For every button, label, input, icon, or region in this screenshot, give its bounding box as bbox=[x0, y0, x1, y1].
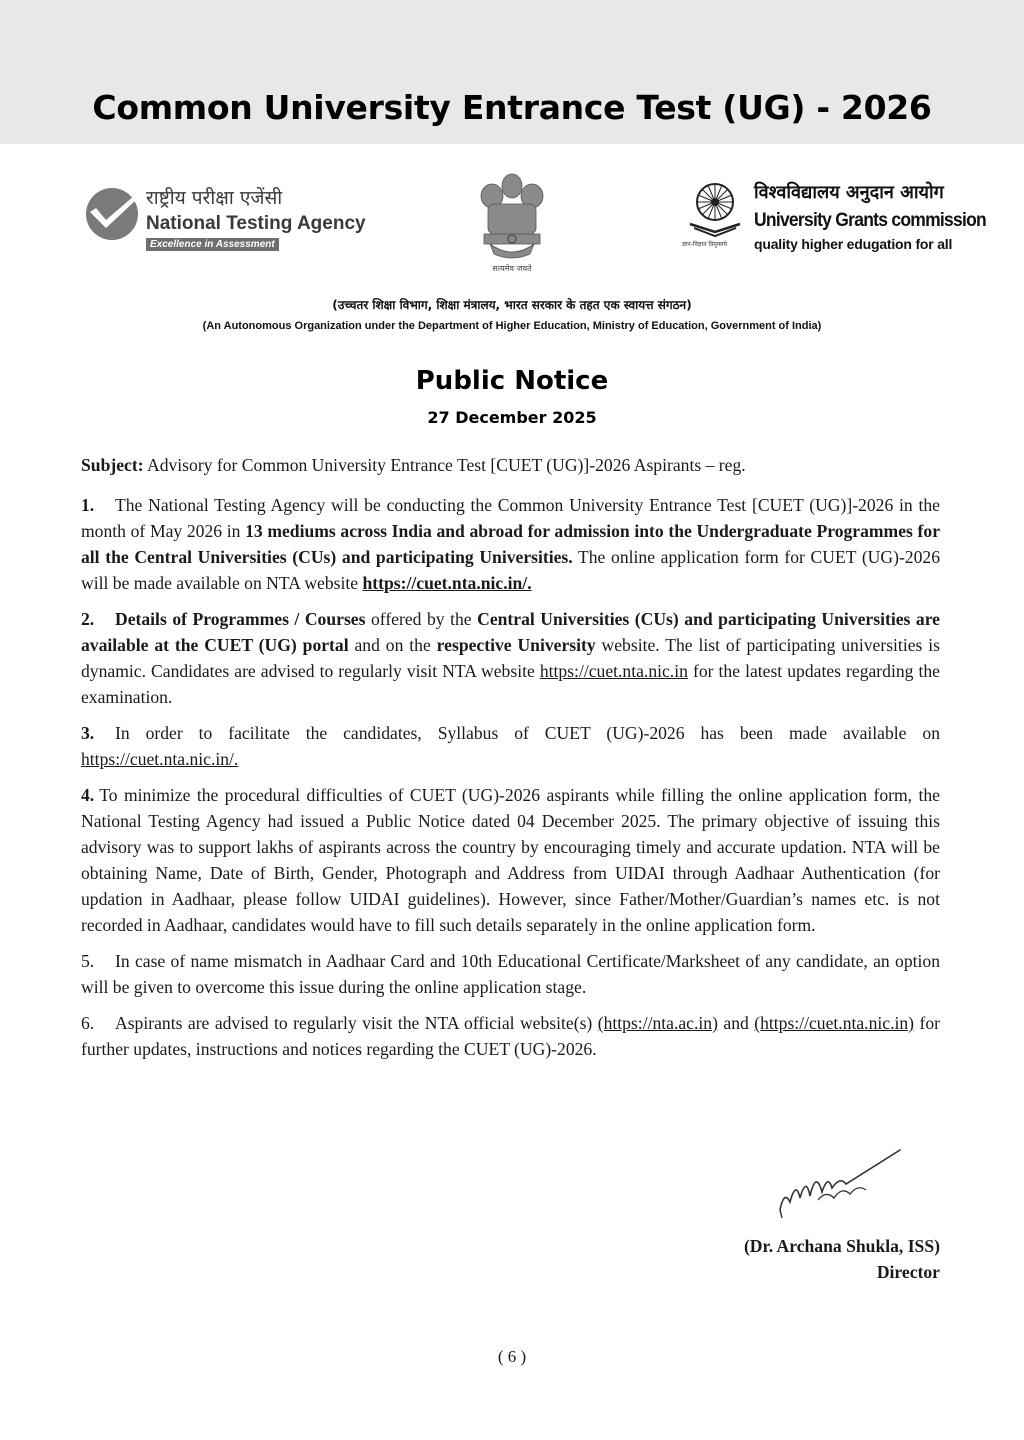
paragraph-5 bbox=[81, 948, 940, 1000]
notice-title: Public Notice bbox=[415, 366, 609, 396]
paragraph-text: The online application form for CUET (UG)-2026 will be made available on NTA website bbox=[81, 547, 940, 593]
paragraph-bold-text: Details of Programmes / Courses bbox=[115, 609, 366, 629]
paragraph-text: Aspirants are advised to regularly visit the NTA official website(s) bbox=[115, 1013, 598, 1033]
paragraph-4 bbox=[81, 782, 940, 938]
paragraph-1 bbox=[81, 492, 940, 596]
paragraph-text: website. The list of participating universities is dynamic. Candidates are advised to regularly visit NTA website bbox=[81, 635, 940, 681]
paragraph-text: In order to facilitate the candidates, Syllabus of CUET (UG)-2026 has been made available on bbox=[115, 723, 940, 743]
organization-hindi: (उच्चतर शिक्षा विभाग, शिक्षा मंत्रालय, भारत सरकार के तहत एक स्वायत्त संगठन) bbox=[332, 298, 692, 312]
paragraph-text: offered by the bbox=[365, 609, 478, 629]
paragraph-6 bbox=[81, 1010, 940, 1062]
paragraph-bold-text: respective University bbox=[436, 635, 596, 655]
paragraph-text: and bbox=[717, 1013, 755, 1033]
nta-website-link[interactable]: (https://nta.ac.in) bbox=[597, 1013, 718, 1033]
nta-name-english: National Testing Agency bbox=[146, 213, 366, 234]
nta-logo bbox=[86, 186, 376, 256]
nta-tagline: Excellence in Assessment bbox=[146, 238, 279, 251]
lion-capital-icon bbox=[470, 170, 554, 262]
paragraph-bold-text: Central Universities (CUs) and participating Universities are available at the CUET (UG) portal bbox=[81, 609, 940, 655]
paragraph-text: for the latest updates regarding the examination. bbox=[81, 661, 940, 707]
paragraph-text: To minimize the procedural difficulties of CUET (UG)-2026 aspirants while filling the online application form, the National Testing Agency had issued a Public Notice dated 04 December 2025. The primary objective of issuing this advisory was to support lakhs of aspirants across the country by encouraging timely and accurate updation. NTA will be obtaining Name, Date of Birth, Gender, Photograph and Address from UIDAI through Aadhaar Authentication (for updation in Aadhaar, please follow UIDAI guidelines). However, since Father/Mother/Guardian’s names etc. is not recorded in Aadhaar, candidates would have to fill such details separately in the online application form. bbox=[81, 785, 940, 935]
ugc-name-hindi: विश्वविद्यालय अनुदान आयोग bbox=[754, 182, 944, 203]
syllabus-link[interactable]: https://cuet.nta.nic.in/. bbox=[81, 749, 239, 769]
paragraph-text: In case of name mismatch in Aadhaar Card and 10th Educational Certificate/Marksheet of any candidate, an option will be given to overcome this issue during the online application stage. bbox=[81, 951, 940, 997]
emblem-motto: सत्यमेव जयते bbox=[492, 264, 532, 273]
signatory-name: (Dr. Archana Shukla, ISS) bbox=[743, 1236, 940, 1256]
ugc-name-english: University Grants commission bbox=[754, 210, 986, 231]
signatory-designation: Director bbox=[876, 1262, 940, 1282]
paragraph-text: for further updates, instructions and notices regarding the CUET (UG)-2026. bbox=[81, 1013, 940, 1059]
paragraph-number: 6. bbox=[81, 1013, 95, 1033]
paragraph-3 bbox=[81, 720, 940, 772]
paragraph-number: 1. bbox=[81, 495, 95, 515]
ugc-chakra-icon bbox=[686, 180, 744, 238]
cuet-website-link[interactable]: https://cuet.nta.nic.in/. bbox=[362, 573, 532, 593]
national-emblem bbox=[462, 170, 562, 280]
paragraph-text: The National Testing Agency will be conducting the Common University Entrance Test [CUET (UG)]-2026 in the month of May 2026 in bbox=[81, 495, 940, 541]
paragraph-bold-text: 13 mediums across India and abroad for admission into the Undergraduate Programmes for all the Central Universities (CUs) and participating Universities. bbox=[81, 521, 940, 567]
nta-name-hindi: राष्ट्रीय परीक्षा एजेंसी bbox=[146, 187, 283, 209]
paragraph-text: and on the bbox=[348, 635, 437, 655]
ugc-logo bbox=[680, 180, 986, 260]
subject-line bbox=[81, 452, 940, 478]
signatory-block bbox=[744, 1233, 940, 1285]
subject-text: Advisory for Common University Entrance Test [CUET (UG)]-2026 Aspirants – reg. bbox=[143, 455, 746, 475]
signature-image bbox=[770, 1140, 910, 1220]
cuet-website-link[interactable]: (https://cuet.nta.nic.in) bbox=[754, 1013, 915, 1033]
paragraph-2 bbox=[81, 606, 940, 710]
ugc-tagline: quality higher edugation for all bbox=[754, 236, 953, 252]
subject-label: Subject: bbox=[81, 455, 144, 475]
paragraph-number: 3. bbox=[81, 723, 95, 743]
page-number: ( 6 ) bbox=[497, 1347, 527, 1366]
paragraph-number: 2. bbox=[81, 609, 95, 629]
paragraph-number: 5. bbox=[81, 951, 95, 971]
organization-english: (An Autonomous Organization under the Department of Higher Education, Ministry of Education, Government of India) bbox=[202, 320, 822, 332]
notice-date: 27 December 2025 bbox=[427, 408, 597, 427]
checkmark-icon bbox=[86, 188, 138, 240]
ugc-motto: ज्ञान-विज्ञान विमुक्तये bbox=[682, 241, 728, 248]
paragraph-number: 4. bbox=[81, 785, 95, 805]
cuet-website-link[interactable]: https://cuet.nta.nic.in bbox=[539, 661, 688, 681]
notice-body bbox=[81, 452, 940, 1072]
document-title: Common University Entrance Test (UG) - 2026 bbox=[92, 88, 932, 127]
